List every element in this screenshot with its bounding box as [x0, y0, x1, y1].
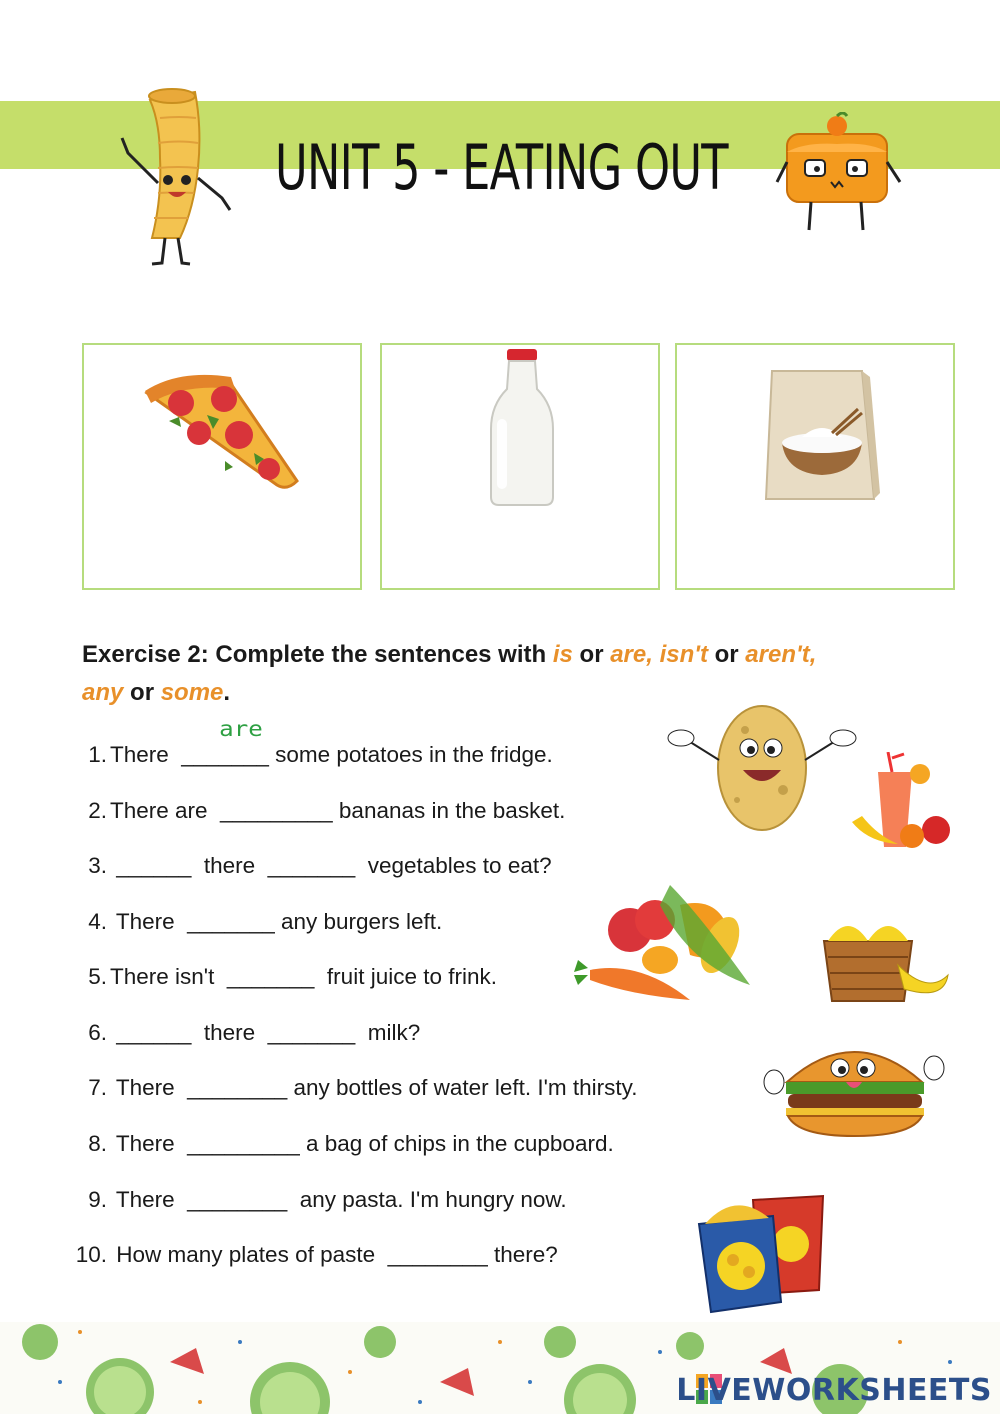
connector-or: or	[579, 641, 604, 668]
keyword-any: any	[82, 679, 124, 706]
potato-mascot-icon	[665, 700, 860, 835]
instruction-period: .	[223, 679, 231, 706]
pizza-icon	[139, 363, 309, 498]
pasta-mascot-icon	[110, 88, 240, 268]
picture-box-pizza	[82, 343, 362, 590]
sentence-text[interactable]: There are _________ bananas in the basket.	[110, 798, 566, 823]
picture-box-rice	[675, 343, 955, 590]
sentence-item	[0, 1180, 760, 1220]
sentence-text[interactable]: There isn't _______ fruit juice to frink.	[110, 964, 497, 989]
sentence-text[interactable]: There ________ any bottles of water left. I'm thirsty.	[110, 1075, 638, 1100]
keyword-some: some	[160, 679, 224, 706]
sentence-text[interactable]: ______ there _______ milk?	[110, 1020, 421, 1045]
sentence-item	[0, 717, 760, 775]
item-number: 8.	[88, 1131, 107, 1156]
item-number: 3.	[88, 853, 107, 878]
item-number: 9.	[88, 1187, 107, 1212]
keyword-arent: aren't,	[745, 641, 817, 668]
sentence-text[interactable]: ______ there _______ vegetables to eat?	[110, 853, 552, 878]
connector-or: or	[714, 641, 739, 668]
brand-wordmark[interactable]: LIVEWORKSHEETS	[676, 1373, 992, 1408]
vegetables-icon	[570, 875, 755, 1005]
sentence-text[interactable]: There _______ any burgers left.	[110, 909, 443, 934]
item-number: 1.	[88, 742, 107, 767]
milk-bottle-icon	[487, 349, 557, 509]
item-number: 5.	[88, 964, 107, 989]
footer-decoration	[0, 1322, 1000, 1414]
sentence-text[interactable]: How many plates of paste ________ there?	[110, 1242, 558, 1267]
answer-input[interactable]: are	[219, 717, 263, 741]
burger-mascot-icon	[762, 1032, 947, 1142]
picture-box-milk	[380, 343, 660, 590]
sentence-text[interactable]: There _________ a bag of chips in the cupboard.	[110, 1131, 614, 1156]
banana-basket-icon	[818, 905, 950, 1005]
item-number: 10.	[75, 1242, 107, 1267]
sentence-item	[0, 1013, 760, 1053]
keyword-are-isnt: are, isn't	[610, 641, 708, 668]
cake-mascot-icon	[775, 112, 905, 237]
keyword-is: is	[552, 641, 573, 668]
sentence-text: There _______ some potatoes in the fridge.	[110, 742, 553, 767]
item-number: 7.	[88, 1075, 107, 1100]
item-number: 2.	[88, 798, 107, 823]
page-title: UNIT 5 - EATING OUT	[275, 131, 728, 204]
sentence-item	[0, 791, 760, 831]
connector-or: or	[130, 679, 155, 706]
rice-bag-icon	[762, 363, 882, 503]
sentence-item	[0, 1235, 760, 1275]
item-number: 6.	[88, 1020, 107, 1045]
item-number: 4.	[88, 909, 107, 934]
sentence-text[interactable]: There ________ any pasta. I'm hungry now.	[110, 1187, 567, 1212]
juice-fruit-icon	[848, 752, 958, 857]
instruction-text: Exercise 2: Complete the sentences with	[82, 641, 547, 668]
sentence-item	[0, 1124, 760, 1164]
sentence-item	[0, 1068, 760, 1108]
chips-bags-icon	[695, 1190, 830, 1315]
